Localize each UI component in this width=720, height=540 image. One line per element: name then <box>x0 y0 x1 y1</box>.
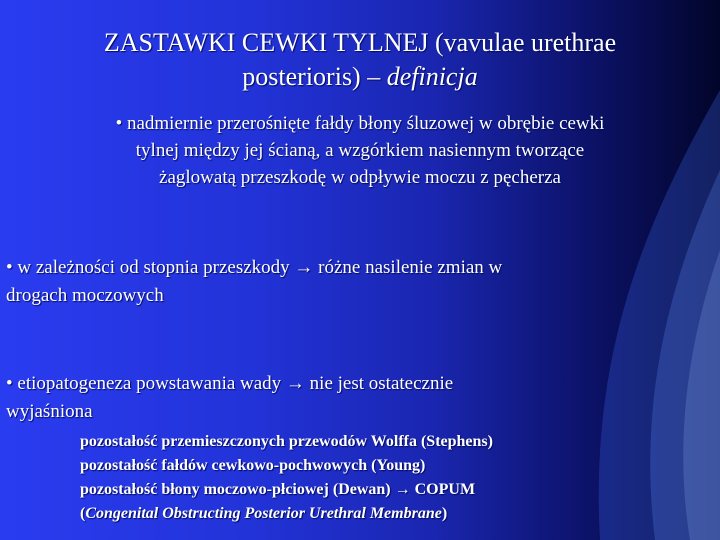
title-line-2-italic: definicja <box>386 62 478 91</box>
bullet-severity-line-1: • w zależności od stopnia przeszkody → różne nasilenie zmian w <box>6 257 503 278</box>
title-line-2 <box>20 60 700 94</box>
bullet-etiopathogenesis-line-1: • etiopatogeneza powstawania wady → nie jest ostatecznie <box>6 373 454 394</box>
sub-list-item: pozostałość fałdów cewkowo-pochwowych (Young) <box>80 457 426 474</box>
sub-list-item: pozostałość przemieszczonych przewodów Wolffa (Stephens) <box>80 433 493 450</box>
bullet-definition-line-3: żaglowatą przeszkodę w odpływie moczu z pęcherza <box>159 167 561 188</box>
copum-close: ) <box>441 505 448 522</box>
title-line-2-text: posterioris) – <box>242 62 387 91</box>
bullet-severity <box>6 254 696 310</box>
bullet-etiopathogenesis <box>6 370 696 426</box>
bullet-definition <box>20 110 700 191</box>
copum-expansion: Congenital Obstructing Posterior Urethral Membrane <box>85 505 442 522</box>
bullet-etiopathogenesis-line-2: wyjaśniona <box>6 401 93 422</box>
sub-list-item-copum <box>80 502 700 526</box>
sub-list-item: pozostałość błony moczowo-płciowej (Dewan) → COPUM <box>80 481 476 498</box>
sub-list <box>80 430 700 526</box>
title-line-1: ZASTAWKI CEWKI TYLNEJ (vavulae urethrae <box>103 28 617 57</box>
slide-title <box>20 26 700 94</box>
bullet-definition-line-2: tylnej między jej ścianą, a wzgórkiem nasiennym tworzące <box>135 140 585 161</box>
bullet-definition-line-1: • nadmiernie przerośnięte fałdy błony śluzowej w obrębie cewki <box>115 113 605 134</box>
bullet-severity-line-2: drogach moczowych <box>6 285 164 306</box>
copum-open: ( <box>80 505 86 522</box>
